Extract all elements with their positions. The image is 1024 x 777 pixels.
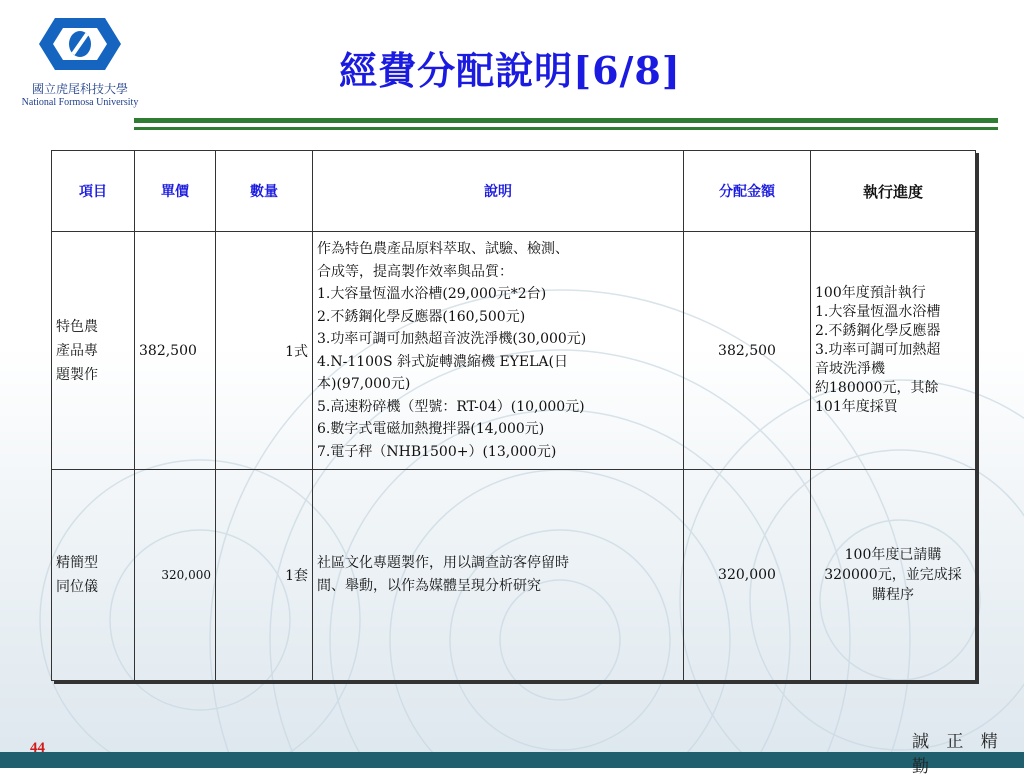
slide-title: 經費分配說明[6/8] — [339, 48, 681, 93]
cell-unit-price: 382,500 — [135, 232, 216, 470]
description-line: 1.大容量恆溫水浴槽(29,000元*2台) — [317, 286, 547, 302]
cell-amount: 382,500 — [684, 232, 811, 470]
header-amount: 分配金額 — [684, 151, 811, 232]
table-row — [52, 232, 976, 470]
footer-band — [0, 752, 1024, 768]
org-name-cn: 國立虎尾科技大學 — [31, 82, 128, 96]
progress-line: 2.不銹鋼化學反應器 — [815, 323, 941, 339]
description-line: 作為特色農產品原料萃取、試驗、檢測、 — [317, 241, 569, 257]
motto: 誠 正 精 勤 — [912, 732, 1004, 777]
item-line: 同位儀 — [56, 579, 98, 595]
description-line: 4.N-1100S 斜式旋轉濃縮機 EYELA(日 — [317, 353, 569, 370]
header-unit-price: 單價 — [135, 151, 216, 232]
header-description: 說明 — [313, 151, 684, 232]
progress-line: 1.大容量恆溫水浴槽 — [815, 304, 941, 320]
cell-description — [313, 470, 684, 681]
description-line: 6.數字式電磁加熱攪拌器(14,000元) — [317, 421, 545, 437]
item-line: 產品專 — [56, 342, 98, 359]
cell-quantity: 1式 — [216, 232, 313, 470]
org-name-en: National Formosa University — [21, 97, 139, 108]
title-rule-thick — [134, 118, 998, 123]
description-line: 7.電子秤（NHB1500+）(13,000元) — [317, 443, 557, 460]
header-quantity: 數量 — [216, 151, 313, 232]
progress-line: 100年度預計執行 — [815, 285, 926, 301]
cell-unit-price: 320,000 — [135, 470, 216, 681]
header-progress: 執行進度 — [811, 151, 976, 232]
description-line: 本)(97,000元) — [317, 376, 411, 392]
header-item: 項目 — [52, 151, 135, 232]
description-line: 社區文化專題製作，用以調查訪客停留時 — [317, 555, 569, 571]
table-header-row — [52, 151, 976, 232]
progress-line: 約180000元，其餘 — [815, 380, 939, 396]
university-logo-icon — [35, 14, 125, 74]
item-line: 特色農 — [56, 318, 98, 335]
cell-item — [52, 232, 135, 470]
description-line: 2.不銹鋼化學反應器(160,500元) — [317, 308, 526, 325]
progress-line: 音坡洗淨機 — [815, 361, 885, 377]
cell-item — [52, 470, 135, 681]
university-logo-block — [10, 14, 150, 108]
title-rule-thin — [134, 127, 998, 130]
cell-amount: 320,000 — [684, 470, 811, 681]
cell-progress — [811, 470, 976, 681]
item-line: 精簡型 — [56, 555, 98, 571]
page-number: 44 — [30, 740, 45, 756]
description-line: 合成等，提高製作效率與品質： — [317, 263, 513, 280]
cell-progress — [811, 232, 976, 470]
table-row — [52, 470, 976, 681]
cell-description — [313, 232, 684, 470]
cell-quantity: 1套 — [216, 470, 313, 681]
progress-line: 100年度已請購 — [844, 547, 942, 563]
description-line: 3.功率可調可加熱超音波洗淨機(30,000元) — [317, 331, 587, 347]
progress-line: 101年度採買 — [815, 399, 898, 415]
description-line: 5.高速粉碎機（型號：RT-04）(10,000元) — [317, 398, 585, 415]
item-line: 題製作 — [56, 366, 98, 383]
budget-table — [51, 150, 976, 681]
progress-line: 320000元，並完成採 — [824, 567, 962, 583]
description-line: 間、舉動，以作為媒體呈現分析研究 — [317, 578, 541, 594]
progress-line: 3.功率可調可加熱超 — [815, 342, 941, 358]
progress-line: 購程序 — [872, 587, 914, 603]
